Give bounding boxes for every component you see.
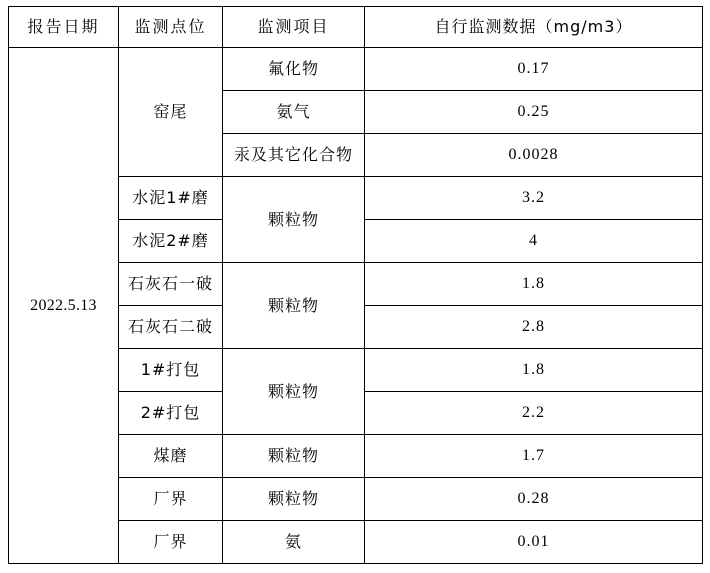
point-cell: 石灰石二破 bbox=[119, 306, 223, 349]
value-cell: 2.2 bbox=[365, 392, 703, 435]
point-cell: 窑尾 bbox=[119, 48, 223, 177]
table-row bbox=[9, 48, 703, 91]
value-cell: 0.28 bbox=[365, 478, 703, 521]
value-cell: 0.0028 bbox=[365, 134, 703, 177]
column-header-value: 自行监测数据（mg/m3） bbox=[365, 7, 703, 48]
item-cell: 颗粒物 bbox=[223, 177, 365, 263]
value-cell: 0.17 bbox=[365, 48, 703, 91]
item-cell: 颗粒物 bbox=[223, 478, 365, 521]
item-cell: 氟化物 bbox=[223, 48, 365, 91]
value-cell: 1.8 bbox=[365, 349, 703, 392]
point-cell: 煤磨 bbox=[119, 435, 223, 478]
point-cell: 水泥1#磨 bbox=[119, 177, 223, 220]
column-header-item: 监测项目 bbox=[223, 7, 365, 48]
table-header-row bbox=[9, 7, 703, 48]
value-cell: 4 bbox=[365, 220, 703, 263]
item-cell: 颗粒物 bbox=[223, 349, 365, 435]
point-cell: 2#打包 bbox=[119, 392, 223, 435]
report-date-cell: 2022.5.13 bbox=[9, 48, 119, 564]
point-cell: 石灰石一破 bbox=[119, 263, 223, 306]
value-cell: 0.25 bbox=[365, 91, 703, 134]
item-cell: 颗粒物 bbox=[223, 435, 365, 478]
item-cell: 颗粒物 bbox=[223, 263, 365, 349]
item-cell: 氨气 bbox=[223, 91, 365, 134]
point-cell: 厂界 bbox=[119, 478, 223, 521]
column-header-date: 报告日期 bbox=[9, 7, 119, 48]
column-header-point: 监测点位 bbox=[119, 7, 223, 48]
value-cell: 1.8 bbox=[365, 263, 703, 306]
point-cell: 厂界 bbox=[119, 521, 223, 564]
monitoring-data-table bbox=[8, 6, 703, 564]
item-cell: 汞及其它化合物 bbox=[223, 134, 365, 177]
item-cell: 氨 bbox=[223, 521, 365, 564]
point-cell: 水泥2#磨 bbox=[119, 220, 223, 263]
value-cell: 0.01 bbox=[365, 521, 703, 564]
document-page bbox=[0, 6, 710, 573]
value-cell: 3.2 bbox=[365, 177, 703, 220]
table-header bbox=[9, 7, 703, 48]
point-cell: 1#打包 bbox=[119, 349, 223, 392]
table-body bbox=[9, 48, 703, 564]
value-cell: 2.8 bbox=[365, 306, 703, 349]
value-cell: 1.7 bbox=[365, 435, 703, 478]
